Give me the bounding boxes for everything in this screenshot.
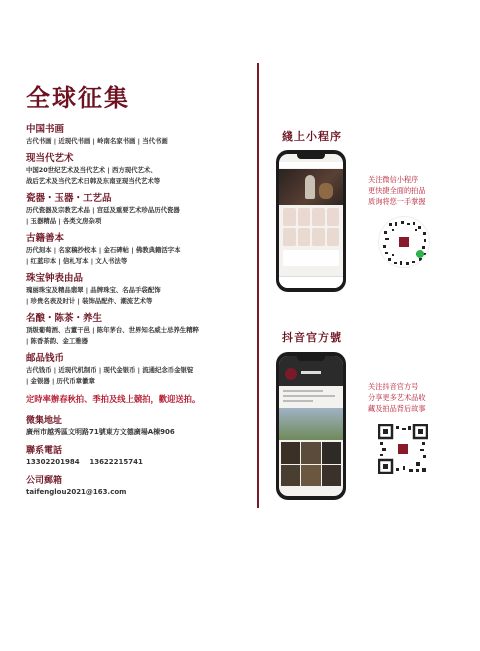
vase-shape [305, 175, 315, 199]
menu-grid [283, 208, 339, 246]
category-line: 历代刻本 | 名家稿抄校本 | 金石碑帖 | 佛教典籍活字本 [26, 246, 181, 254]
category-line: 战后艺术及当代艺术日韩及东南亚现当代艺术等 [26, 177, 161, 185]
category-stamps-coins [26, 353, 254, 387]
category-line: | 陈香茶韵、金工雅器 [26, 337, 89, 345]
phone-screen [279, 356, 343, 496]
category-heading: 邮品钱币 [26, 353, 65, 364]
grid-item [283, 208, 296, 226]
description-line: 藏及拍品背后故事 [368, 404, 426, 413]
collection-categories [26, 124, 254, 505]
info-line [283, 395, 335, 397]
category-calligraphy [26, 124, 254, 147]
grid-item [312, 208, 325, 226]
mini-program-heading: 綫上小程序 [282, 130, 342, 143]
category-line: 中国20世纪艺术及当代艺术 | 西方现代艺术、 [26, 166, 157, 174]
category-line: 顶级葡萄酒、古董干邑 | 陈年茅台、世界知名威士忌养生精粹 [26, 326, 199, 334]
category-heading: 现当代艺术 [26, 153, 74, 164]
description-line: 分享更多艺术品收 [368, 393, 426, 402]
phone-label: 聯系電話 [26, 446, 63, 456]
category-line: | 金银器 | 历代币章徽章 [26, 377, 95, 385]
info-line [283, 400, 313, 402]
content-card [283, 250, 339, 266]
grid-item [327, 228, 340, 246]
address-value: 廣州市越秀區文明路71號東方文德廣場A棟906 [26, 428, 175, 436]
description-line: 关注抖音官方号 [368, 382, 419, 391]
phone-value: 13302201984 13622215741 [26, 458, 143, 466]
video-thumb [322, 465, 341, 487]
category-porcelain-jade [26, 193, 254, 227]
category-heading: 中国书画 [26, 124, 65, 135]
douyin-qr-code [378, 424, 428, 474]
email-label: 公司郵箱 [26, 476, 63, 486]
douyin-description [368, 381, 426, 414]
description-line: 质询将您一手掌握 [368, 197, 426, 206]
mini-program-qr-code [378, 216, 430, 268]
profile-info-lines [283, 390, 339, 404]
video-thumb [301, 465, 320, 487]
douyin-phone-mockup [276, 352, 346, 500]
category-line: 古代钱币 | 近现代机制币 | 现代金银币 | 流通纪念币金银锭 [26, 366, 194, 374]
avatar [285, 368, 297, 380]
video-thumb [281, 442, 300, 464]
video-grid [281, 442, 341, 486]
phone-notch [297, 356, 325, 361]
profile-name-bar [301, 371, 321, 374]
video-banner [279, 408, 343, 440]
category-line: | 玉器精品 | 各类文房杂项 [26, 217, 102, 225]
grid-item [283, 228, 296, 246]
douyin-heading: 抖音官方號 [282, 331, 342, 344]
grid-item [327, 208, 340, 226]
phone-screen [279, 154, 343, 288]
app-header-bar [279, 162, 343, 168]
grid-item [298, 208, 311, 226]
video-thumb [301, 442, 320, 464]
pot-shape [319, 183, 333, 199]
category-ancient-books [26, 233, 254, 267]
mini-program-phone-mockup [276, 150, 346, 292]
banner-image [279, 169, 343, 205]
qr-logo-icon [396, 442, 410, 456]
tab-bar [279, 276, 343, 288]
category-contemporary-art [26, 153, 254, 187]
grid-item [312, 228, 325, 246]
mini-program-description [368, 174, 426, 207]
phone-notch [297, 154, 325, 159]
auction-announcement: 定時率辦春秋拍、季拍及线上競拍，歡迎送拍。 [26, 394, 201, 404]
divider-line [257, 63, 259, 508]
category-heading: 古籍善本 [26, 233, 65, 244]
info-line [283, 390, 323, 392]
category-wine-tea [26, 313, 254, 347]
page-title: 全球征集 [26, 83, 130, 112]
category-jewelry-watches [26, 273, 254, 307]
contact-email [26, 475, 254, 498]
video-thumb [322, 442, 341, 464]
contact-phone [26, 445, 254, 468]
description-line: 关注微信小程序 [368, 175, 419, 184]
wechat-badge-icon [416, 250, 424, 258]
category-line: | 红蓝印本 | 信札写本 | 文人书法等 [26, 257, 128, 265]
category-line: | 珍贵名表及时计 | 装饰品配件、潮流艺术等 [26, 297, 153, 305]
address-label: 微集地址 [26, 416, 63, 426]
category-line: 瑰丽珠宝及精品翡翠 | 品牌珠宝、名品手袋配饰 [26, 286, 161, 294]
category-line: 历代瓷器及宗教艺术品 | 宫廷及重要艺术珍品历代瓷器 [26, 206, 180, 214]
email-value: taifenglou2021@163.com [26, 488, 127, 496]
grid-item [298, 228, 311, 246]
category-heading: 名酿・陈茶・养生 [26, 313, 103, 324]
qr-logo-icon [397, 235, 411, 249]
video-thumb [281, 465, 300, 487]
description-line: 更快捷全面的拍品 [368, 186, 426, 195]
category-line: 古代书画 | 近现代书画 | 岭南名家书画 | 当代书画 [26, 137, 168, 145]
category-heading: 珠宝钟表由品 [26, 273, 84, 284]
contact-address [26, 415, 254, 438]
category-heading: 瓷器・玉器・工艺品 [26, 193, 112, 204]
